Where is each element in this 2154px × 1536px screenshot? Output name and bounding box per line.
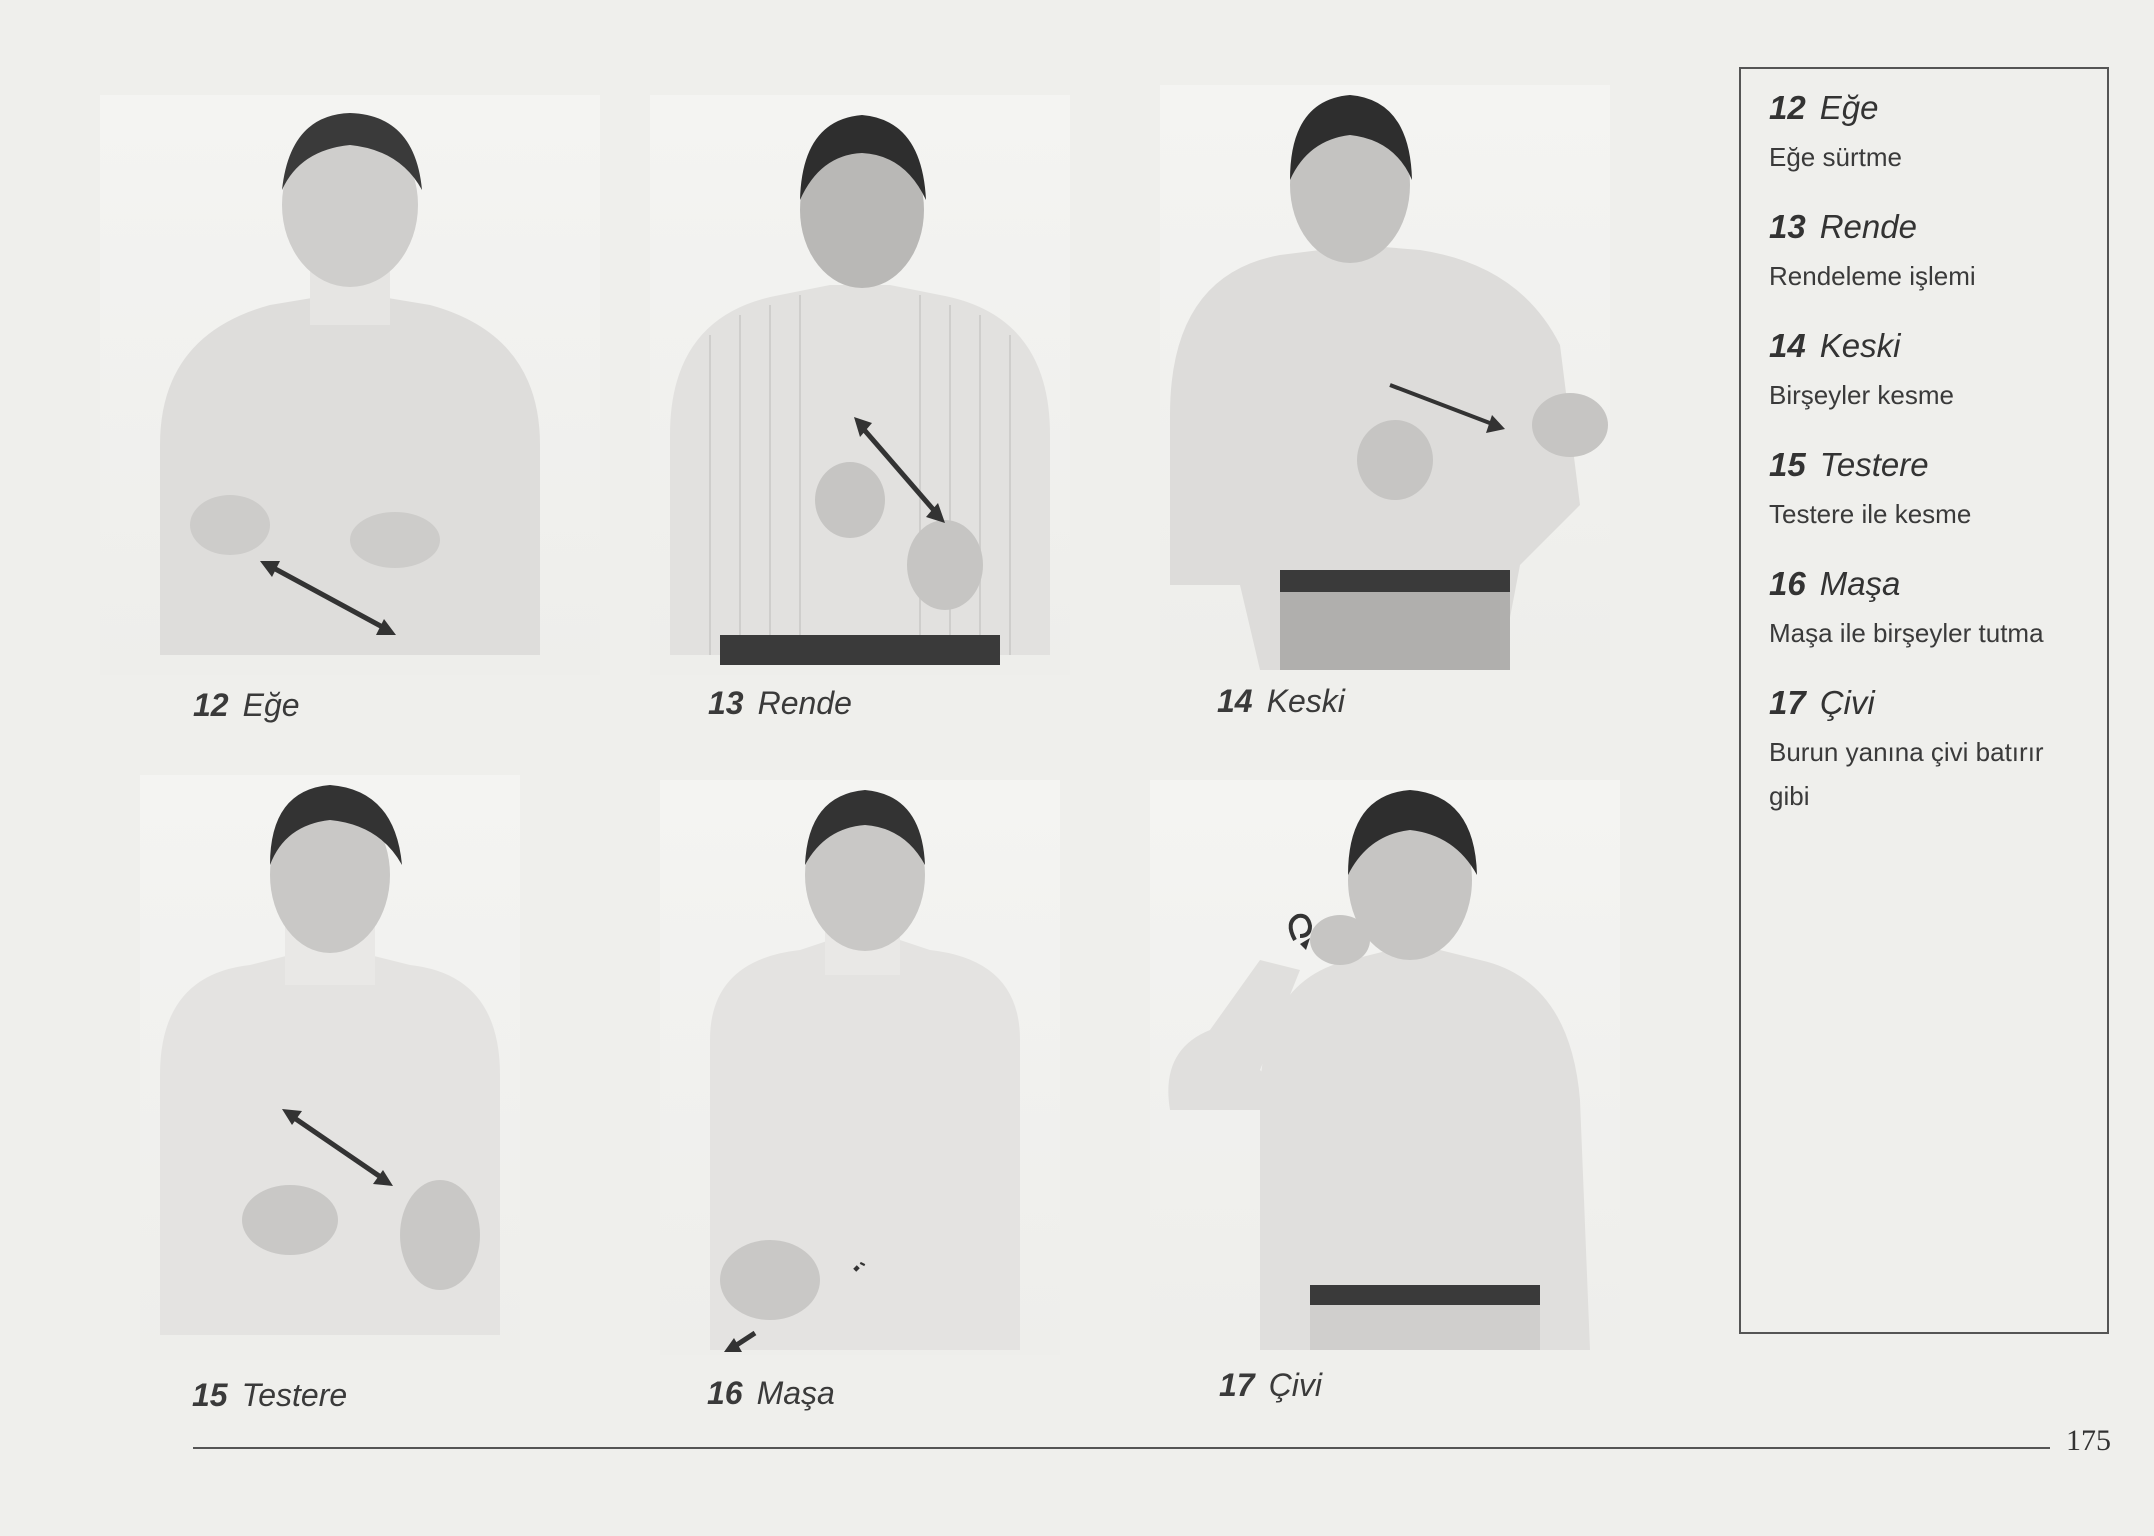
figure-caption-16	[707, 1375, 835, 1412]
caption-number: 17	[1219, 1367, 1255, 1403]
photo-15-testere	[140, 775, 520, 1360]
photo-17-civi	[1150, 780, 1620, 1350]
figure-illustration-15	[140, 775, 520, 1360]
photo-14-keski	[1160, 85, 1610, 670]
legend-description: Rendeleme işlemi	[1769, 261, 1976, 291]
caption-number: 13	[708, 685, 744, 721]
legend-number: 13	[1769, 208, 1806, 245]
legend-number: 15	[1769, 446, 1806, 483]
photo-13-rende	[650, 95, 1070, 675]
legend-title	[1769, 208, 2089, 246]
legend-name: Çivi	[1819, 684, 1875, 721]
figure-illustration-17	[1150, 780, 1620, 1350]
caption-label: Eğe	[242, 687, 300, 723]
figure-caption-13	[708, 685, 852, 722]
caption-number: 16	[707, 1375, 743, 1411]
caption-number: 14	[1217, 683, 1253, 719]
legend-entry-14	[1769, 327, 2089, 417]
legend-name: Eğe	[1819, 89, 1879, 126]
legend-number: 16	[1769, 565, 1806, 602]
figure-caption-12	[193, 687, 300, 724]
legend-number: 14	[1769, 327, 1806, 364]
legend-title	[1769, 89, 2089, 127]
figure-illustration-13	[650, 95, 1070, 675]
caption-label: Keski	[1266, 683, 1345, 719]
photo-16-masa	[660, 780, 1060, 1355]
legend-description: Burun yanına çivi batırır gibi	[1769, 737, 2044, 811]
legend-description: Testere ile kesme	[1769, 499, 1972, 529]
photo-12-ege	[100, 95, 600, 675]
figure-caption-17	[1219, 1367, 1322, 1404]
caption-number: 15	[192, 1377, 228, 1413]
legend-entry-13	[1769, 208, 2089, 298]
legend-description: Eğe sürtme	[1769, 142, 1902, 172]
legend-name: Keski	[1819, 327, 1901, 364]
legend-title	[1769, 565, 2089, 603]
figure-illustration-14	[1160, 85, 1610, 670]
legend-name: Maşa	[1819, 565, 1901, 602]
legend-description: Birşeyler kesme	[1769, 380, 1954, 410]
caption-number: 12	[193, 687, 229, 723]
legend-entry-17	[1769, 684, 2089, 818]
legend-number: 12	[1769, 89, 1806, 126]
legend-name: Rende	[1819, 208, 1917, 245]
figure-illustration-12	[100, 95, 600, 675]
legend-title	[1769, 684, 2089, 722]
figure-illustration-16	[660, 780, 1060, 1355]
footer-rule	[193, 1447, 2050, 1449]
legend-title	[1769, 327, 2089, 365]
legend-name: Testere	[1819, 446, 1929, 483]
legend-number: 17	[1769, 684, 1806, 721]
caption-label: Testere	[241, 1377, 348, 1413]
legend-entry-15	[1769, 446, 2089, 536]
legend-entry-12	[1769, 89, 2089, 179]
legend-title	[1769, 446, 2089, 484]
legend-entry-16	[1769, 565, 2089, 655]
legend-description: Maşa ile birşeyler tutma	[1769, 618, 2044, 648]
caption-label: Çivi	[1268, 1367, 1322, 1403]
figure-caption-14	[1217, 683, 1345, 720]
legend-box	[1739, 67, 2109, 1334]
page-number: 175	[2066, 1424, 2111, 1457]
caption-label: Maşa	[756, 1375, 835, 1411]
figure-caption-15	[192, 1377, 347, 1414]
caption-label: Rende	[757, 685, 852, 721]
